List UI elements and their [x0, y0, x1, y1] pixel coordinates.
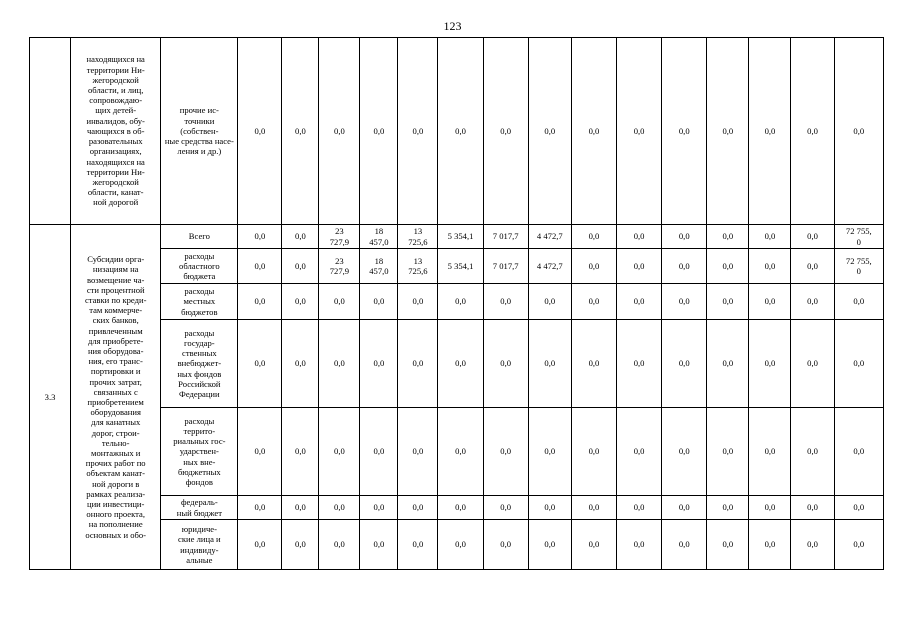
value-cell	[571, 249, 616, 284]
value-text: 0,0	[588, 231, 600, 242]
value-cell	[238, 520, 282, 570]
value-cell	[791, 320, 834, 408]
value-text: 4 472,7	[536, 260, 563, 271]
funding-source-label: расходы государ- ственных внебюджет- ных фондов Российской Федерации	[177, 327, 222, 399]
value-cell	[707, 520, 749, 570]
value-cell	[791, 408, 834, 496]
value-cell	[483, 249, 528, 284]
value-cell	[749, 284, 791, 320]
value-cell	[662, 38, 707, 225]
value-text: 0,0	[254, 260, 266, 271]
value-text: 0,0	[334, 358, 345, 369]
value-cell	[834, 225, 883, 249]
value-cell	[238, 284, 282, 320]
value-cell	[528, 408, 571, 496]
funding-source-cell	[161, 496, 238, 520]
value-cell	[282, 408, 319, 496]
value-text: 0,0	[678, 296, 690, 307]
value-cell	[662, 520, 707, 570]
value-text: 0,0	[373, 125, 385, 136]
value-cell	[749, 520, 791, 570]
value-cell	[617, 496, 662, 520]
value-cell	[238, 225, 282, 249]
value-text: 0,0	[764, 502, 776, 513]
funding-source-label: федераль- ный бюджет	[176, 497, 222, 518]
value-text: 0,0	[544, 539, 556, 550]
value-cell	[834, 249, 883, 284]
value-text: 0,0	[295, 358, 306, 369]
value-cell	[238, 38, 282, 225]
value-text: 18 457,0	[369, 255, 389, 276]
value-text: 0,0	[807, 125, 818, 136]
value-cell	[791, 225, 834, 249]
value-text: 0,0	[678, 502, 690, 513]
value-text: 0,0	[295, 231, 306, 242]
value-text: 0,0	[853, 502, 865, 513]
value-text: 13 725,6	[408, 226, 428, 247]
funding-source-cell	[161, 38, 238, 225]
value-text: 0,0	[254, 358, 266, 369]
value-cell	[282, 320, 319, 408]
row-number-cell	[30, 38, 71, 225]
value-cell	[707, 38, 749, 225]
value-cell	[571, 496, 616, 520]
value-cell	[360, 496, 398, 520]
value-text: 0,0	[455, 358, 466, 369]
value-cell	[398, 320, 438, 408]
value-text: 0,0	[588, 539, 600, 550]
value-text: 0,0	[764, 231, 776, 242]
value-text: 0,0	[633, 502, 645, 513]
value-text: 0,0	[254, 539, 266, 550]
value-text: 0,0	[678, 446, 690, 457]
value-cell	[617, 38, 662, 225]
value-cell	[319, 38, 360, 225]
value-text: 0,0	[764, 446, 776, 457]
value-text: 0,0	[412, 502, 424, 513]
value-cell	[834, 38, 883, 225]
value-text: 0,0	[633, 446, 645, 457]
value-cell	[398, 38, 438, 225]
value-cell	[707, 496, 749, 520]
value-cell	[398, 249, 438, 284]
value-text: 0,0	[544, 446, 556, 457]
value-cell	[834, 320, 883, 408]
value-cell	[707, 225, 749, 249]
funding-source-label: расходы террито- риальных гос- ударствен- ных вне- бюджетных фондов	[173, 415, 226, 487]
value-text: 72 755, 0	[845, 226, 872, 247]
value-text: 0,0	[500, 125, 512, 136]
value-cell	[791, 520, 834, 570]
value-cell	[319, 284, 360, 320]
value-text: 0,0	[807, 296, 818, 307]
value-cell	[834, 496, 883, 520]
value-text: 0,0	[455, 502, 466, 513]
value-text: 0,0	[588, 446, 600, 457]
value-text: 0,0	[373, 502, 385, 513]
value-text: 23 727,9	[329, 226, 350, 247]
value-text: 23 727,9	[329, 255, 350, 276]
value-cell	[398, 225, 438, 249]
table-row	[30, 225, 884, 249]
funding-source-label: расходы местных бюджетов	[181, 286, 218, 317]
value-text: 0,0	[722, 296, 734, 307]
value-cell	[528, 496, 571, 520]
value-cell	[528, 38, 571, 225]
value-text: 4 472,7	[536, 231, 563, 242]
value-text: 0,0	[678, 358, 690, 369]
value-text: 0,0	[412, 539, 424, 550]
value-text: 0,0	[500, 446, 512, 457]
value-text: 0,0	[807, 446, 818, 457]
value-cell	[360, 249, 398, 284]
value-text: 0,0	[500, 502, 512, 513]
value-text: 0,0	[633, 231, 645, 242]
value-cell	[319, 496, 360, 520]
value-cell	[662, 320, 707, 408]
value-cell	[707, 284, 749, 320]
value-text: 0,0	[373, 358, 385, 369]
measure-description-cell	[71, 225, 161, 570]
table-row	[30, 38, 884, 225]
value-text: 0,0	[254, 296, 266, 307]
value-cell	[617, 249, 662, 284]
value-text: 72 755, 0	[845, 255, 872, 276]
value-text: 0,0	[807, 539, 818, 550]
value-cell	[528, 284, 571, 320]
value-cell	[360, 225, 398, 249]
value-text: 0,0	[722, 231, 734, 242]
value-cell	[438, 249, 483, 284]
measure-description: находящихся на территории Ни- жегородской области, и лиц, сопровождаю- щих детей- инвалидов, обу- чающихся в об- разовательных организациях, находящихся на территории Ни- жегородской области, канат- ной дорогой	[86, 54, 145, 208]
value-text: 0,0	[412, 125, 424, 136]
funding-source-label: Всего	[188, 231, 210, 242]
value-text: 0,0	[722, 502, 734, 513]
value-cell	[398, 496, 438, 520]
value-cell	[834, 284, 883, 320]
value-text: 0,0	[254, 231, 266, 242]
value-cell	[749, 496, 791, 520]
value-text: 0,0	[544, 125, 556, 136]
value-text: 0,0	[853, 539, 865, 550]
value-cell	[749, 408, 791, 496]
value-cell	[483, 408, 528, 496]
value-text: 0,0	[633, 358, 645, 369]
value-cell	[438, 408, 483, 496]
value-text: 0,0	[807, 231, 818, 242]
value-cell	[398, 284, 438, 320]
value-cell	[282, 38, 319, 225]
value-text: 0,0	[500, 358, 512, 369]
value-text: 0,0	[334, 125, 345, 136]
value-cell	[483, 225, 528, 249]
value-cell	[360, 408, 398, 496]
value-cell	[707, 320, 749, 408]
value-cell	[319, 225, 360, 249]
value-cell	[282, 249, 319, 284]
value-text: 0,0	[853, 446, 865, 457]
value-text: 0,0	[633, 296, 645, 307]
value-text: 0,0	[455, 125, 466, 136]
value-text: 0,0	[295, 296, 306, 307]
value-text: 0,0	[722, 358, 734, 369]
value-text: 0,0	[764, 539, 776, 550]
value-text: 5 354,1	[447, 260, 474, 271]
value-text: 0,0	[500, 539, 512, 550]
value-cell	[617, 225, 662, 249]
value-cell	[282, 496, 319, 520]
value-text: 0,0	[334, 296, 345, 307]
value-cell	[483, 284, 528, 320]
value-text: 0,0	[588, 358, 600, 369]
value-text: 0,0	[500, 296, 512, 307]
value-cell	[238, 496, 282, 520]
value-text: 0,0	[373, 446, 385, 457]
value-cell	[749, 320, 791, 408]
value-text: 0,0	[295, 260, 306, 271]
funding-source-cell	[161, 249, 238, 284]
value-cell	[707, 408, 749, 496]
value-cell	[571, 320, 616, 408]
funding-source-cell	[161, 520, 238, 570]
value-text: 0,0	[588, 502, 600, 513]
value-text: 0,0	[295, 502, 306, 513]
value-text: 0,0	[254, 502, 266, 513]
value-cell	[571, 284, 616, 320]
funding-source-cell	[161, 408, 238, 496]
value-text: 0,0	[295, 446, 306, 457]
value-cell	[791, 249, 834, 284]
value-cell	[360, 520, 398, 570]
value-text: 0,0	[764, 358, 776, 369]
value-text: 0,0	[334, 446, 345, 457]
value-text: 0,0	[334, 539, 345, 550]
value-cell	[398, 520, 438, 570]
value-text: 0,0	[295, 125, 306, 136]
value-cell	[528, 225, 571, 249]
row-number-cell: 3.3	[30, 225, 71, 570]
value-text: 0,0	[412, 296, 424, 307]
value-text: 7 017,7	[492, 231, 519, 242]
value-text: 0,0	[722, 446, 734, 457]
value-cell	[528, 249, 571, 284]
funding-source-cell	[161, 225, 238, 249]
value-text: 0,0	[722, 260, 734, 271]
value-text: 7 017,7	[492, 260, 519, 271]
value-cell	[834, 520, 883, 570]
value-cell	[662, 249, 707, 284]
funding-source-label: расходы областного бюджета	[179, 250, 220, 282]
value-text: 0,0	[633, 539, 645, 550]
value-cell	[571, 225, 616, 249]
value-cell	[438, 38, 483, 225]
value-text: 0,0	[455, 539, 466, 550]
value-cell	[662, 408, 707, 496]
value-cell	[791, 496, 834, 520]
value-cell	[438, 496, 483, 520]
value-cell	[319, 320, 360, 408]
value-text: 0,0	[254, 125, 266, 136]
value-cell	[319, 249, 360, 284]
value-cell	[662, 284, 707, 320]
value-cell	[662, 225, 707, 249]
value-cell	[749, 249, 791, 284]
value-cell	[438, 320, 483, 408]
value-text: 0,0	[722, 125, 734, 136]
value-text: 0,0	[807, 502, 818, 513]
value-text: 0,0	[764, 125, 776, 136]
value-cell	[360, 284, 398, 320]
value-text: 0,0	[373, 296, 385, 307]
value-cell	[398, 408, 438, 496]
value-cell	[483, 38, 528, 225]
value-cell	[238, 249, 282, 284]
value-text: 0,0	[807, 358, 818, 369]
funding-source-cell	[161, 284, 238, 320]
page-number: 123	[443, 19, 462, 33]
value-text: 18 457,0	[369, 226, 389, 247]
value-text: 13 725,6	[408, 255, 428, 276]
value-cell	[571, 520, 616, 570]
value-text: 0,0	[455, 296, 466, 307]
funding-source-label: прочие ис- точники (собствен- ные средства насе- ления и др.)	[164, 105, 234, 157]
value-text: 0,0	[678, 125, 690, 136]
value-cell	[483, 320, 528, 408]
value-text: 0,0	[254, 446, 266, 457]
value-text: 0,0	[764, 296, 776, 307]
value-cell	[360, 320, 398, 408]
budget-table	[29, 37, 884, 570]
value-cell	[528, 320, 571, 408]
value-cell	[438, 225, 483, 249]
value-cell	[438, 520, 483, 570]
value-text: 5 354,1	[447, 231, 474, 242]
value-cell	[834, 408, 883, 496]
value-text: 0,0	[807, 260, 818, 271]
value-cell	[571, 408, 616, 496]
value-cell	[749, 225, 791, 249]
value-cell	[528, 520, 571, 570]
value-cell	[483, 496, 528, 520]
value-cell	[617, 320, 662, 408]
value-text: 0,0	[373, 539, 385, 550]
value-text: 0,0	[853, 296, 865, 307]
value-text: 0,0	[588, 260, 600, 271]
value-cell	[662, 496, 707, 520]
measure-description-cell	[71, 38, 161, 225]
value-text: 0,0	[544, 358, 556, 369]
value-text: 0,0	[678, 260, 690, 271]
value-text: 0,0	[853, 125, 865, 136]
value-cell	[438, 284, 483, 320]
value-cell	[238, 320, 282, 408]
value-cell	[319, 520, 360, 570]
measure-description: Субсидии орга- низациям на возмещение ча- сти процентной ставки по креди- там коммерче- ских банков, привлеченным для приобрете- ния оборудова- ния, его транс- портировки и прочих затрат, связанных с приобретением оборудования для канатных дорог, строи- тельно- монтажных и прочих работ по объектам канат- ной дороги в рамках реализа- ции инвестици- онного проекта, на пополнение основных и обо-	[84, 254, 147, 540]
value-cell	[617, 408, 662, 496]
value-text: 0,0	[633, 260, 645, 271]
value-cell	[571, 38, 616, 225]
value-text: 0,0	[412, 446, 424, 457]
funding-source-label: юридиче- ские лица и индивиду- альные	[178, 524, 221, 565]
value-text: 0,0	[764, 260, 776, 271]
value-cell	[238, 408, 282, 496]
value-text: 0,0	[544, 296, 556, 307]
value-cell	[707, 249, 749, 284]
value-text: 0,0	[588, 125, 600, 136]
value-text: 0,0	[334, 502, 345, 513]
funding-source-cell	[161, 320, 238, 408]
value-cell	[791, 38, 834, 225]
value-cell	[617, 284, 662, 320]
value-text: 0,0	[678, 231, 690, 242]
value-text: 0,0	[295, 539, 306, 550]
value-text: 0,0	[633, 125, 645, 136]
value-cell	[282, 225, 319, 249]
value-text: 0,0	[722, 539, 734, 550]
value-text: 0,0	[678, 539, 690, 550]
value-text: 0,0	[588, 296, 600, 307]
value-cell	[319, 408, 360, 496]
value-cell	[791, 284, 834, 320]
value-cell	[360, 38, 398, 225]
value-text: 0,0	[853, 358, 865, 369]
value-text: 0,0	[455, 446, 466, 457]
value-cell	[617, 520, 662, 570]
value-text: 0,0	[544, 502, 556, 513]
value-cell	[282, 284, 319, 320]
value-cell	[282, 520, 319, 570]
value-text: 0,0	[412, 358, 424, 369]
value-cell	[749, 38, 791, 225]
value-cell	[483, 520, 528, 570]
